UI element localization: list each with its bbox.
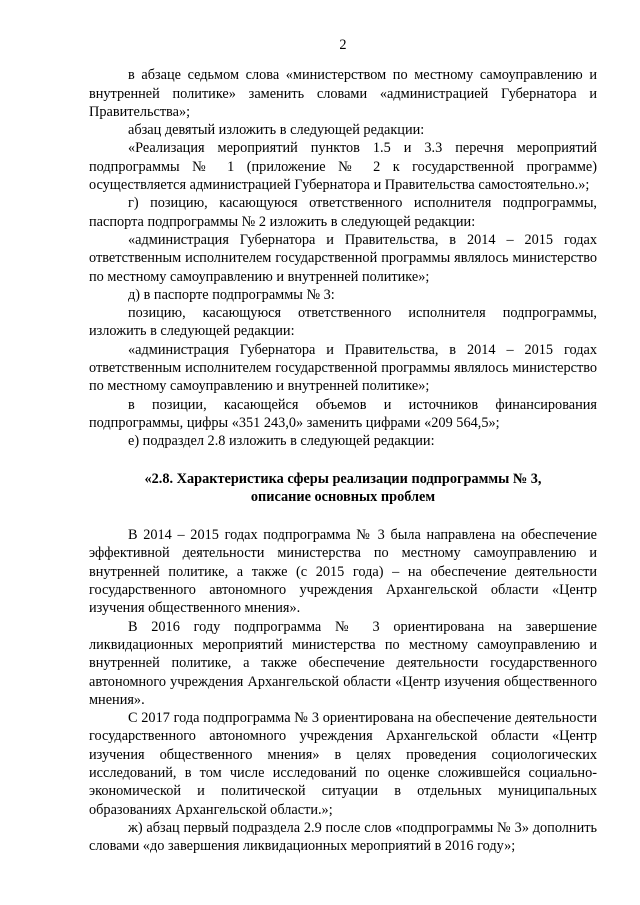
- paragraph: «Реализация мероприятий пунктов 1.5 и 3.3 перечня мероприятий подпрограммы № 1 (приложение № 2 к государственной программе) осуществляется администрацией Губернатора и Правительства самостоятельно.»;: [89, 140, 597, 194]
- paragraph: В 2016 году подпрограмма № 3 ориентирована на завершение ликвидационных мероприятий министерства по местному самоуправлению и внутренней политике, а также обеспечение деятельности государственного автономного учреждения Архангельской области «Центр изучения общественного мнения».: [89, 618, 597, 708]
- section-heading-line2: описание основных проблем: [250, 488, 436, 505]
- paragraph: «администрация Губернатора и Правительства, в 2014 – 2015 годах ответственным исполнителем государственной программы являлось министерство по местному самоуправлению и внутренней политике»;: [89, 341, 597, 395]
- paragraph: в абзаце седьмом слова «министерством по местному самоуправлению и внутренней политике» заменить словами «администрацией Губернатора и Правительства»;: [89, 67, 597, 120]
- section-heading-line1: «2.8. Характеристика сферы реализации подпрограммы № 3,: [144, 470, 542, 487]
- paragraph: позицию, касающуюся ответственного исполнителя подпрограммы, изложить в следующей редакции:: [89, 305, 597, 340]
- paragraph: ж) абзац первый подраздела 2.9 после слов «подпрограммы № 3» дополнить словами «до завершения ликвидационных мероприятий в 2016 году»;: [89, 819, 597, 855]
- paragraph: В 2014 – 2015 годах подпрограмма № 3 была направлена на обеспечение эффективной деятельности министерства по местному самоуправлению и внутренней политике, а также (с 2015 года) – на обеспечение деятельности государственного автономного учреждения Архангельской области «Центр изучения общественного мнения».: [89, 527, 597, 617]
- document-page: [89, 36, 597, 855]
- paragraph: е) подраздел 2.8 изложить в следующей редакции:: [128, 433, 435, 450]
- paragraph: абзац девятый изложить в следующей редакции:: [128, 122, 425, 139]
- paragraph: в позиции, касающейся объемов и источников финансирования подпрограммы, цифры «351 243,0» заменить цифрами «209 564,5»;: [89, 396, 597, 431]
- paragraph: С 2017 года подпрограмма № 3 ориентирована на обеспечение деятельности государственного автономного учреждения Архангельской области «Центр изучения общественного мнения» в целях проведения социологических исследований, в том числе исследований по оценке сложившейся социально-экономической и политической ситуации в отдельных муниципальных образованиях Архангельской области.»;: [89, 710, 597, 818]
- paragraph: г) позицию, касающуюся ответственного исполнителя подпрограммы, паспорта подпрограммы № 2 изложить в следующей редакции:: [89, 195, 597, 230]
- section-heading: [89, 470, 597, 507]
- paragraph: д) в паспорте подпрограммы № 3:: [128, 286, 335, 303]
- amendments-top: [89, 66, 597, 450]
- section-body: [89, 526, 597, 855]
- paragraph: «администрация Губернатора и Правительства, в 2014 – 2015 годах ответственным исполнителем государственной программы являлось министерство по местному самоуправлению и внутренней политике»;: [89, 231, 597, 285]
- page-number: 2: [339, 37, 347, 53]
